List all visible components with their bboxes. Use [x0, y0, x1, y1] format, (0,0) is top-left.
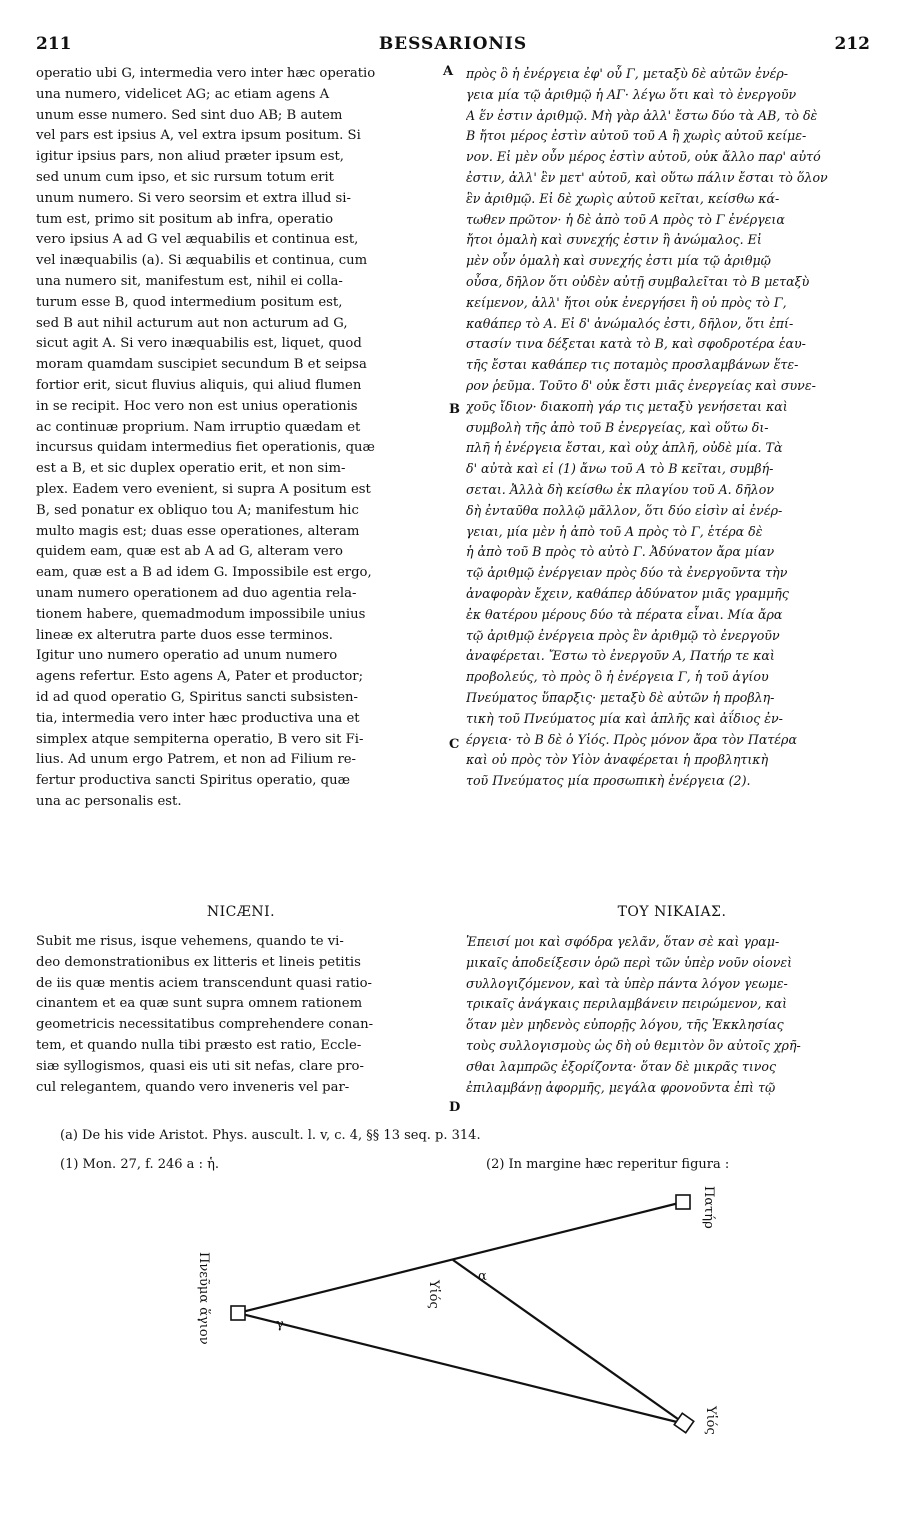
latin-text-line: Igitur uno numero operatio ad unum numero: [36, 648, 338, 664]
nicaeni-latin-text-line: cul relegantem, quando vero inveneris vel par-: [36, 1079, 350, 1095]
nicaeni-greek-text-line: ὅταν μὲν μηδενὸς εὐπορῇς λόγου, τῆς Ἐκκλησίας: [466, 1017, 784, 1033]
greek-text-line: καὶ οὐ πρὸς τὸν Υἱὸν ἀναφέρεται ἡ προβλητικὴ: [466, 752, 769, 768]
nicaeni-latin-text-line: geometricis necessitatibus comprehendere conan-: [36, 1017, 374, 1033]
nicaeni-greek-text-line: συλλογιζόμενον, καὶ τὰ ὑπὲρ πάντα λόγον γεωμε-: [466, 975, 788, 991]
greek-text-line: ἀναφέρεται. Ἔστω τὸ ἐνεργοῦν Α, Πατήρ τε καὶ: [466, 648, 775, 664]
greek-text-line: Α ἕν ἐστιν ἀριθμῷ. Μὴ γὰρ ἀλλ' ἔστω δύο τὰ ΑΒ, τὸ δὲ: [466, 107, 818, 123]
triangle-figure: [0, 1180, 906, 1470]
letter-alpha: α: [478, 1269, 487, 1284]
greek-text-line: τῆς ἔσται καθάπερ τις ποταμὸς προσλαμβάνων ἕτε-: [466, 357, 799, 373]
greek-text-line: δ' αὐτὰ καὶ εἰ (1) ἄνω τοῦ Α τὸ Β κεῖται, συμβή-: [466, 461, 774, 477]
greek-text-line: πλῆ ἡ ἐνέργεια ἔσται, καὶ οὐχ ἁπλῆ, οὐδὲ μία. Τὰ: [466, 440, 783, 456]
nicaeni-latin-text-line: cinantem et ea quæ sunt supra omnem rationem: [36, 996, 363, 1012]
latin-text-line: multo magis est; duas esse operationes, alteram: [36, 523, 360, 539]
greek-text-line: πρὸς ὃ ἡ ἐνέργεια ἐφ' οὗ Γ, μεταξὺ δὲ αὐτῶν ἐνέρ-: [466, 66, 789, 81]
margin-mark-d: D: [449, 1100, 461, 1115]
latin-text-line: tum est, primo sit positum ab infra, operatio: [36, 211, 334, 227]
latin-text-line: B, sed ponatur ex obliquo tou A; manifestum hic: [36, 502, 359, 518]
label-pneuma: Πνεῦμα ἅγιον: [196, 1252, 211, 1345]
nicaeni-greek-text-line: σθαι λαμπρῶς ἐξορίζοντα· ὅταν δὲ μικρᾶς τινος: [466, 1058, 777, 1074]
greek-text-line: μὲν οὖν ὁμαλὴ καὶ συνεχής ἐστι μία τῷ ἀριθμῷ: [466, 253, 771, 269]
nicaeni-greek-text-line: ἐπιλαμβάνῃ ἀφορμῆς, μεγάλα φρονοῦντα ἐπὶ τῷ: [466, 1079, 776, 1095]
label-pater: Πατήρ: [701, 1186, 716, 1229]
nicaeni-greek-text-line: μικαῖς ἀποδείξεσιν ὁρῶ περὶ τῶν ὑπὲρ νοῦν οἱονεὶ: [466, 954, 793, 970]
latin-text-line: in se recipit. Hoc vero non est unius operationis: [36, 398, 358, 414]
greek-text-line: ἐκ θατέρου μέρους δύο τὰ πέρατα εἶναι. Μία ἄρα: [466, 606, 783, 622]
greek-text-line: προβολεύς, τὸ πρὸς ὃ ἡ ἐνέργεια Γ, ἡ τοῦ ἁγίου: [466, 669, 769, 685]
latin-text-line: ac continuæ proprium. Nam irruptio quædam et: [36, 419, 361, 435]
latin-text-line: igitur ipsius pars, non aliud præter ipsum est,: [36, 149, 344, 165]
latin-text-line: vel inæquabilis (a). Si æquabilis et continua, cum: [36, 253, 368, 269]
greek-text-line: τῷ ἀριθμῷ ἐνέργεια πρὸς ἓν ἀριθμῷ τὸ ἐνεργοῦν: [466, 627, 780, 643]
latin-text-line: unum esse numero. Sed sint duo AB; B autem: [36, 107, 343, 123]
greek-text-line: τῷ ἀριθμῷ ἐνέργειαν πρὸς δύο τὰ ἐνεργοῦντα τὴν: [466, 565, 788, 581]
nicaeni-latin-text-line: deo demonstrationibus ex litteris et lineis petitis: [36, 954, 361, 970]
greek-text-line: έργεια· τὸ Β δὲ ὁ Υἱός. Πρὸς μόνον ἄρα τὸν Πατέρα: [466, 731, 797, 747]
latin-text-line: lius. Ad unum ergo Patrem, et non ad Filium re-: [36, 752, 357, 768]
greek-text-line: γεια μία τῷ ἀριθμῷ ἡ ΑΓ· λέγω ὅτι καὶ τὸ ἐνεργοῦν: [466, 86, 797, 102]
greek-text-line: ἤτοι ὁμαλὴ καὶ συνεχής ἐστιν ἢ ἀνώμαλος. Εἰ: [466, 232, 762, 248]
latin-text-line: id ad quod operatio G, Spiritus sancti subsisten-: [36, 689, 358, 705]
greek-text-line: τοῦ Πνεύματος μία προσωπικὴ ἐνέργεια (2).: [466, 773, 751, 789]
greek-text-line: στασίν τινα δέξεται κατὰ τὸ Β, καὶ σφοδροτέρα ἑαυ-: [466, 336, 806, 352]
line-pater-pneuma: [238, 1202, 683, 1313]
latin-text-line: moram quamdam suscipiet secundum B et seipsa: [36, 357, 367, 373]
nicaeni-greek-text-line: τρικαῖς ἀνάγκαις περιλαμβάνειν πειρώμενον, καὶ: [466, 996, 788, 1012]
greek-text-line: ἓν ἀριθμῷ. Εἰ δὲ χωρὶς αὐτοῦ κεῖται, κείσθω κά-: [466, 190, 780, 206]
greek-text-line: Πνεύματος ὕπαρξις· μεταξὺ δὲ αὐτῶν ἡ προβλη-: [466, 689, 775, 705]
greek-text-line: οὖσα, δῆλον ὅτι οὐδὲν αὐτῇ συμβαλεῖται τὸ Β μεταξὺ: [466, 273, 810, 289]
latin-text-line: sicut agit A. Si vero inæquabilis est, liquet, quod: [36, 336, 362, 352]
greek-text-line: τωθεν πρῶτον· ἡ δὲ ἀπὸ τοῦ Α πρὸς τὸ Γ ἐνέργεια: [466, 211, 785, 227]
margin-mark-b: B: [449, 402, 460, 417]
latin-column: [36, 64, 446, 813]
nicaeni-latin-text-line: de iis quæ mentis aciem transcendunt quasi ratio-: [36, 975, 372, 991]
greek-text-line: χοῦς ἴδιον· διακοπὴ γάρ τις μεταξὺ γενήσεται καὶ: [466, 398, 788, 414]
label-huios-mid: Υἱός: [426, 1280, 441, 1309]
nicaeni-latin-text-line: tem, et quando nulla tibi præsto est ratio, Eccle-: [36, 1037, 362, 1053]
greek-column: [466, 64, 878, 792]
nicaeni-greek-text-line: Ἐπεισί μοι καὶ σφόδρα γελᾶν, ὅταν σὲ καὶ γραμ-: [466, 934, 780, 949]
section-title-latin: NICÆNI.: [206, 904, 276, 920]
latin-text-line: est a B, et sic duplex operatio erit, et non sim-: [36, 461, 346, 477]
greek-text-line: ἡ ἀπὸ τοῦ Β πρὸς τὸ αὐτὸ Γ. Ἀδύνατον ἄρα μίαν: [466, 544, 775, 560]
letter-gamma: γ: [276, 1317, 284, 1332]
greek-text-line: δὴ ἐνταῦθα πολλῷ μᾶλλον, ὅτι δύο εἰσὶν αἱ ἐνέρ-: [466, 502, 783, 518]
latin-text-line: lineæ ex alterutra parte duos esse terminos.: [36, 627, 333, 643]
latin-text-line: operatio ubi G, intermedia vero inter hæc operatio: [36, 66, 376, 81]
node-huios: [674, 1413, 693, 1432]
footnote-1: (1) Mon. 27, f. 246 a : ἡ.: [60, 1157, 220, 1172]
line-pneuma-huios: [238, 1313, 685, 1424]
node-pater: [676, 1195, 690, 1209]
greek-text-line: καθάπερ τὸ Α. Εἰ δ' ἀνώμαλός ἐστι, δῆλον, ὅτι ἐπί-: [466, 315, 794, 331]
nicaeni-latin-text-line: Subit me risus, isque vehemens, quando te vi-: [36, 934, 344, 949]
latin-text-line: eam, quæ est a B ad idem G. Impossibile est ergo,: [36, 565, 372, 581]
greek-text-line: ἐστιν, ἀλλ' ἓν μετ' αὐτοῦ, καὶ οὕτω πάλιν ἔσται τὸ ὅλον: [466, 169, 828, 185]
latin-text-line: agens refertur. Esto agens A, Pater et productor;: [36, 669, 364, 685]
section-title-greek: ΤΟΥ ΝΙΚΑΙΑΣ.: [617, 904, 727, 920]
footnote-2: (2) In margine hæc reperitur figura :: [486, 1157, 730, 1172]
latin-text-line: fertur productiva sancti Spiritus operatio, quæ: [36, 773, 351, 789]
greek-text-line: γειαι, μία μὲν ἡ ἀπὸ τοῦ Α πρὸς τὸ Γ, ἑτέρα δὲ: [466, 523, 763, 539]
latin-text-line: simplex atque sempiterna operatio, B vero sit Fi-: [36, 731, 364, 747]
latin-text-line: turum esse B, quod intermedium positum est,: [36, 294, 343, 310]
nicaeni-greek-text-line: τοὺς συλλογισμοὺς ὡς δὴ οὐ θεμιτὸν ὂν αὐτοῖς χρῆ-: [466, 1037, 801, 1053]
greek-text-line: τικὴ τοῦ Πνεύματος μία καὶ ἁπλῆς καὶ ἀΐδιος ἐν-: [466, 710, 783, 726]
latin-text-line: una numero, videlicet AG; ac etiam agens A: [36, 86, 330, 102]
greek-text-line: Β ἤτοι μέρος ἐστὶν αὐτοῦ τοῦ Α ἢ χωρὶς αὐτοῦ κείμε-: [466, 128, 807, 144]
latin-text-line: plex. Eadem vero evenient, si supra A positum est: [36, 481, 371, 497]
latin-text-line: vero ipsius A ad G vel æquabilis et continua est,: [36, 232, 359, 248]
label-huios-bottom: Υἱός: [703, 1406, 718, 1435]
latin-text-line: incursus quidam intermedius fiet operationis, quæ: [36, 440, 375, 456]
latin-text-line: unam numero operationem ad duo agentia rela-: [36, 585, 357, 601]
greek-text-line: σεται. Ἀλλὰ δὴ κείσθω ἐκ πλαγίου τοῦ Α. δῆλον: [466, 481, 775, 497]
latin-text-line: unum numero. Si vero seorsim et extra illud si-: [36, 190, 351, 206]
margin-mark-a: A: [443, 64, 454, 79]
margin-mark-c: C: [449, 737, 460, 752]
footnote-a: (a) De his vide Aristot. Phys. auscult. l. v, c. 4, §§ 13 seq. p. 314.: [60, 1128, 481, 1143]
node-pneuma: [231, 1306, 245, 1320]
greek-text-line: ρον ῥεῦμα. Τοῦτο δ' οὐκ ἔστι μιᾶς ἐνεργείας καὶ συνε-: [466, 377, 816, 393]
nicaeni-latin-column: [36, 932, 446, 1098]
latin-text-line: sed unum cum ipso, et sic rursum totum erit: [36, 169, 334, 185]
latin-text-line: tionem habere, quemadmodum impossibile unius: [36, 606, 366, 622]
latin-text-line: vel pars est ipsius A, vel extra ipsum positum. Si: [36, 128, 361, 144]
greek-text-line: συμβολὴ τῆς ἀπὸ τοῦ Β ἐνεργείας, καὶ οὕτω δι-: [466, 419, 769, 435]
latin-text-line: fortior erit, sicut fluvius aliquis, qui aliud flumen: [36, 377, 362, 393]
nicaeni-greek-column: [466, 932, 878, 1098]
running-head: BESSARIONIS: [378, 34, 528, 54]
latin-text-line: tia, intermedia vero inter hæc productiva una et: [36, 710, 360, 726]
greek-text-line: νον. Εἰ μὲν οὖν μέρος ἐστὶν αὐτοῦ, οὐκ ἄλλο παρ' αὐτό: [466, 149, 821, 165]
page-number-left: 211: [36, 34, 72, 54]
greek-text-line: ἀναφορὰν ἔχειν, καθάπερ ἀδύνατον μιᾶς γραμμῆς: [466, 585, 789, 601]
line-mid-huios: [453, 1260, 685, 1424]
latin-text-line: una ac personalis est.: [36, 793, 182, 809]
latin-text-line: quidem eam, quæ est ab A ad G, alteram vero: [36, 544, 343, 560]
latin-text-line: sed B aut nihil acturum aut non acturum ad G,: [36, 315, 348, 331]
page-number-right: 212: [834, 34, 870, 54]
latin-text-line: una numero sit, manifestum est, nihil ei colla-: [36, 273, 343, 289]
greek-text-line: κείμενον, ἀλλ' ἤτοι οὐκ ἐνεργήσει ἢ οὐ πρὸς τὸ Γ,: [466, 294, 787, 310]
nicaeni-latin-text-line: siæ syllogismos, quasi eis uti sit nefas, clare pro-: [36, 1058, 364, 1074]
